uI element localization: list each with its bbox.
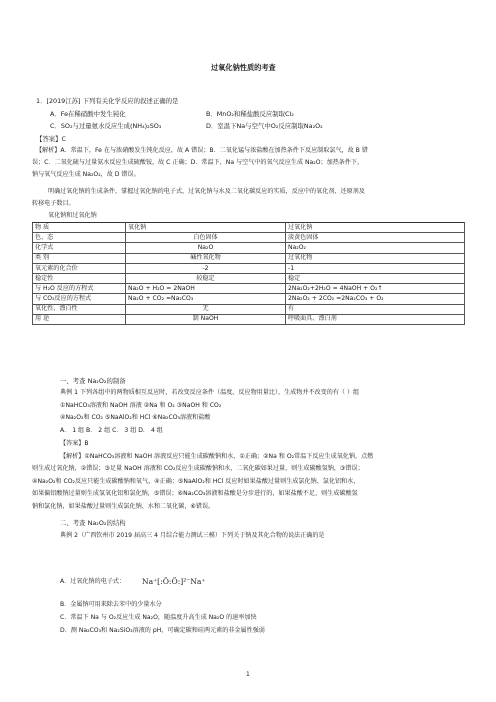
table-cell: 稳定 xyxy=(286,273,465,283)
example2-option-b: B．金属钠可用来除去苯中的少量水分 xyxy=(60,601,162,608)
section1-heading: 一、考查 Na₂O₂的制备 xyxy=(60,377,126,385)
table-cell: 过氧化物 xyxy=(286,253,465,263)
q1-analysis-line1: 【解析】A．常温下，Fe 在与浓硝酸发生钝化反应，故 A 错误；B．二氧化锰与浓盐酸在加热条件下反应制取氯气，故 B 错 xyxy=(36,147,368,154)
table-cell: 与 CO₂反应的方程式 xyxy=(33,294,126,304)
table-cell: 2Na₂O₂+2H₂O = 4NaOH + O₂↑ xyxy=(286,284,465,294)
q1-stem: 1．[2019江苏] 下列有关化学反应的叙述正确的是 xyxy=(36,97,179,105)
table-cell: 色、态 xyxy=(33,233,126,243)
table-row xyxy=(33,243,465,253)
example1-items-line1: ①NaHCO₃溶液和 NaOH 溶液 ②Na 和 O₂ ③NaOH 和 CO₂ xyxy=(60,402,222,409)
table-caption: 氧化钠和过氧化钠 xyxy=(48,212,97,219)
table-cell: Na₂O₂ xyxy=(286,243,465,253)
example1-options: A． 1 组 B． 2 组 C． 3 组 D． 4 组 xyxy=(60,427,163,434)
section2-heading: 二、考查 Na₂O₂的结构 xyxy=(60,519,126,527)
table-cell: 淡黄色固体 xyxy=(286,233,465,243)
page-number: 1 xyxy=(246,671,250,678)
table-cell: 制 NaOH xyxy=(126,314,286,324)
table-row xyxy=(33,263,465,273)
table-cell: 氧化性、漂白性 xyxy=(33,304,126,314)
table-row xyxy=(33,223,465,233)
table-cell: 碱性氧化物 xyxy=(126,253,286,263)
example1-items-line2: ④Na₂O₂和 CO₂ ⑤NaAlO₂和 HCl ⑥Na₂CO₃溶液和盐酸 xyxy=(60,414,211,421)
example1-analysis-line1: 【解析】①NaHCO₃溶液和 NaOH 溶液反应只能生成碳酸钠和水，①正确；②Na 和 O₂常温下反应生成氧化钠，点燃 xyxy=(60,453,374,460)
q1-option-d: D．室温下Na与空气中O₂反应制取Na₂O₂ xyxy=(206,122,323,130)
example2-option-a: A．过氧化钠的电子式： xyxy=(60,578,126,585)
table-row xyxy=(33,314,465,324)
table-cell: 呼吸面具、漂白剂 xyxy=(286,314,465,324)
table-cell: 与 H₂O 反应的方程式 xyxy=(33,284,126,294)
q1-answer: 【答案】C xyxy=(36,135,67,143)
table-cell: 类 别 xyxy=(33,253,126,263)
table-cell: 用 途 xyxy=(33,314,126,324)
sodium-peroxide-electron-formula: Na⁺[:Ö:Ö:]²⁻Na⁺ xyxy=(142,577,206,586)
table-cell: 较稳定 xyxy=(126,273,286,283)
intro-line1: 明确过氧化钠的生成条件，掌握过氧化钠的电子式、过氧化钠与水及二氧化碳反应的实质，反应中的氧化剂、还原剂及 xyxy=(48,188,365,195)
example1-stem: 典例 1 下列各组中的两物质相互反应时，若改变反应条件（温度、反应物用量比），生成物并不改变的有（ ）组 xyxy=(60,389,360,396)
table-cell: 有 xyxy=(286,304,465,314)
table-cell: 白色固体 xyxy=(126,233,286,243)
table-cell: 氧化钠 xyxy=(126,223,286,233)
table-cell: Na₂O + CO₂ =Na₂CO₃ xyxy=(126,294,286,304)
table-row xyxy=(33,253,465,263)
table-cell: Na₂O + H₂O = 2NaOH xyxy=(126,284,286,294)
table-cell: 无 xyxy=(126,304,286,314)
table-cell: 2Na₂O₂ + 2CO₂ =2Na₂CO₃ + O₂ xyxy=(286,294,465,304)
document-title: 过氧化钠性质的考查 xyxy=(211,63,276,72)
table-row xyxy=(33,273,465,283)
comparison-table xyxy=(32,222,465,325)
table-cell: 物 质 xyxy=(33,223,126,233)
table-cell: -1 xyxy=(286,263,465,273)
example1-answer: 【答案】B xyxy=(60,440,89,447)
example2-stem: 典例 2（广西钦州市 2019 届高三 4 月综合能力测试三模）下列关于钠及其化合物的说法正确的是 xyxy=(60,532,325,539)
table-row xyxy=(33,304,465,314)
example1-analysis-line4: 如果偏铝酸钠过量则生成氢氧化铝和氯化钠，⑤错误；⑥Na₂CO₃溶液和盐酸是分步进行的，如果盐酸不足，则生成碳酸氢 xyxy=(32,490,358,497)
example1-analysis-line3: ④Na₂O₂和 CO₂反应只能生成碳酸钠和氧气，④正确；⑤NaAlO₂和 HCl 反应时如果盐酸过量则生成氯化钠、氯化铝和水， xyxy=(32,478,360,485)
example1-analysis-line5: 钠和氯化钠，如果盐酸过量则生成氯化钠、水和二氧化碳，⑥错误。 xyxy=(32,503,215,510)
intro-line2: 转移电子数目。 xyxy=(32,200,75,207)
example2-option-d: D．测 Na₂CO₃和 Na₂SiO₃溶液的 pH，可确定碳和硅两元素的非金属性强弱 xyxy=(60,627,265,634)
q1-option-a: A．Fe在稀硝酸中发生钝化 xyxy=(50,110,126,118)
table-cell: 稳定性 xyxy=(33,273,126,283)
example2-option-c: C．常温下 Na 与 O₂反应生成 Na₂O，随温度升高生成 Na₂O 的速率加快 xyxy=(60,614,257,621)
table-cell: 氧元素的化合价 xyxy=(33,263,126,273)
table-row xyxy=(33,284,465,294)
example1-analysis-line2: 则生成过氧化钠，②错误；③足量 NaOH 溶液和 CO₂反应生成碳酸钠和水，二氧化碳如果过量，则生成碳酸氢钠，③错误； xyxy=(32,465,364,472)
q1-option-b: B．MnO₂和稀盐酸反应制取Cl₂ xyxy=(206,110,294,118)
table-row xyxy=(33,233,465,243)
table-cell: -2 xyxy=(126,263,286,273)
q1-analysis-line3: 钠与氧气反应生成 Na₂O₂，故 D 错误。 xyxy=(32,171,140,178)
table-cell: 化学式 xyxy=(33,243,126,253)
q1-option-c: C．SO₂与过量氨水反应生成(NH₄)₂SO₃ xyxy=(50,122,162,130)
q1-analysis-line2: 误；C．二氧化硫与过量氨水反应生成硫酸铵，故 C 正确；D．常温下，Na 与空气中的氧气反应生成 Na₂O；加热条件下， xyxy=(32,159,364,166)
table-row xyxy=(33,294,465,304)
table-cell: 过氧化钠 xyxy=(286,223,465,233)
table-cell: Na₂O xyxy=(126,243,286,253)
